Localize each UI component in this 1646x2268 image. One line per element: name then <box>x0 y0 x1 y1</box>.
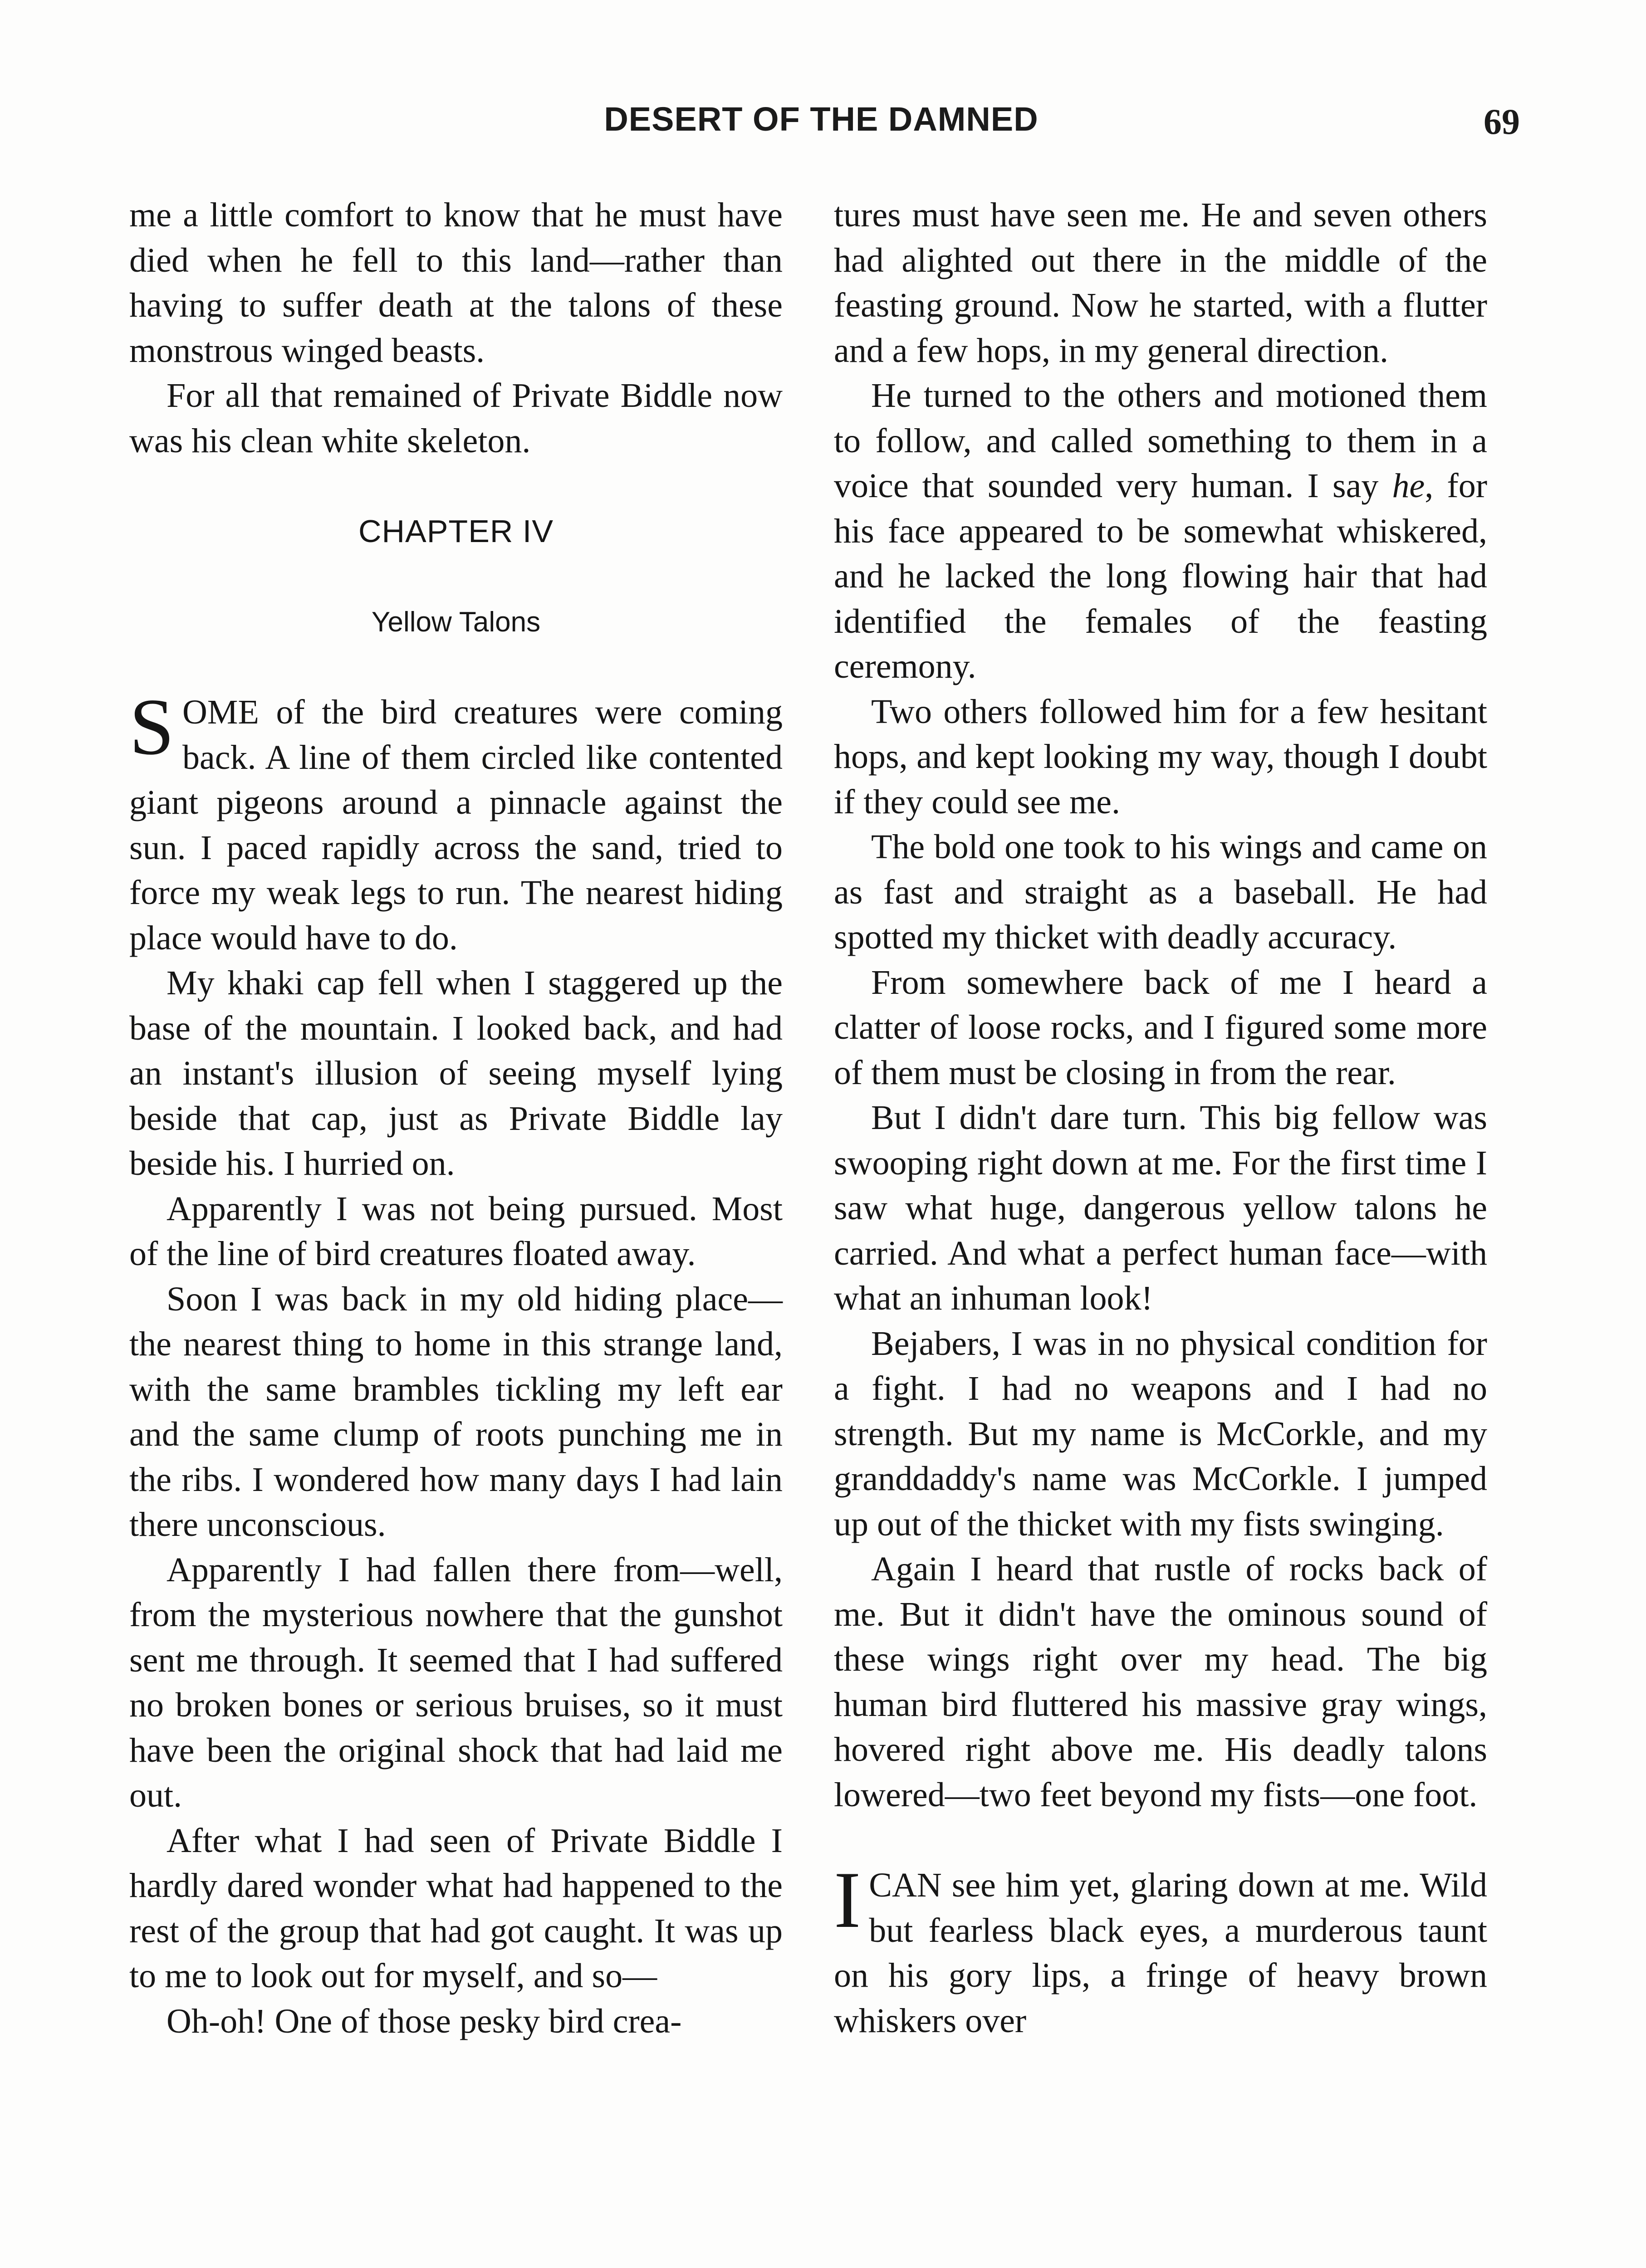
paragraph: Apparently I had fallen there from—well, from the mysterious nowhere that the gunshot sent me through. It seemed that I had suffered no broken bones or serious bruises, so it must have been the original shock that had laid me out. <box>129 1550 783 1814</box>
paragraph: From somewhere back of me I heard a clatter of loose rocks, and I figured some more of them must be closing in from the rear. <box>834 963 1487 1092</box>
left-column <box>129 193 783 2044</box>
drop-cap: I <box>834 1855 861 1945</box>
right-column <box>834 193 1487 2043</box>
paragraph: For all that remained of Private Biddle now was his clean white skeleton. <box>129 376 783 460</box>
paragraph: The bold one took to his wings and came on as fast and straight as a baseball. He had spotted my thicket with deadly accuracy. <box>834 828 1487 956</box>
emphasis: he <box>1392 467 1425 505</box>
paragraph: Two others followed him for a few hesitant hops, and kept looking my way, though I doubt if they could see me. <box>834 692 1487 821</box>
text-run: He turned to the others and motioned them to follow, and called something to them in a voice that sounded very human. I say <box>834 376 1487 505</box>
paragraph: Bejabers, I was in no physical condition for a fight. I had no weapons and I had no strength. But my name is McCorkle, and my granddaddy's name was McCorkle. I jumped up out of the thicket with my fists swinging. <box>834 1324 1487 1543</box>
running-title: DESERT OF THE DAMNED <box>604 100 1039 138</box>
paragraph: me a little comfort to know that he must have died when he fell to this land—rather than having to suffer death at the talons of these monstrous winged beasts. <box>129 196 783 370</box>
paragraph: But I didn't dare turn. This big fellow was swooping right down at me. For the first time I saw what huge, dangerous yellow talons he carried. And what a perfect human face—with what an inhuman look! <box>834 1099 1487 1317</box>
paragraph-text: OME of the bird creatures were coming back. A line of them circled like contented giant pigeons around a pinnacle against the sun. I paced rapidly across the sand, tried to force my weak legs to run. The nearest hiding place would have to do. <box>129 693 783 957</box>
drop-cap: S <box>129 682 174 772</box>
paragraph-text: CAN see him yet, glaring down at me. Wild but fearless black eyes, a murderous taunt on his gory lips, a fringe of heavy brown whiskers over <box>834 1866 1487 2040</box>
paragraph: Apparently I was not being pursued. Most of the line of bird creatures floated away. <box>129 1189 783 1273</box>
running-head <box>0 100 1646 154</box>
opening-paragraph <box>129 682 783 961</box>
paragraph: My khaki cap fell when I staggered up the base of the mountain. I looked back, and had an instant's illusion of seeing myself lying beside that cap, just as Private Biddle lay beside his. I hurried on. <box>129 964 783 1183</box>
section-opening-paragraph <box>834 1855 1487 2043</box>
paragraph: Soon I was back in my old hiding place—the nearest thing to home in this strange land, with the same brambles tickling my left ear and the same clump of roots punching me in the ribs. I wondered how many days I had lain there unconscious. <box>129 1280 783 1544</box>
paragraph: tures must have seen me. He and seven others had alighted out there in the middle of the feasting ground. Now he started, with a flutter and a few hops, in my general direction. <box>834 196 1487 370</box>
paragraph: After what I had seen of Private Biddle I hardly dared wonder what had happened to the rest of the group that had got caught. It was up to me to look out for myself, and so— <box>129 1821 783 1995</box>
text-run: , for his face appeared to be somewhat whiskered, and he lacked the long flowing hair that had identified the females of the feasting ceremony. <box>834 467 1487 685</box>
chapter-title: CHAPTER IV <box>358 513 554 549</box>
chapter-subtitle: Yellow Talons <box>371 606 541 638</box>
paragraph: Oh-oh! One of those pesky bird crea- <box>167 2002 682 2040</box>
paragraph: Again I heard that rustle of rocks back of me. But it didn't have the ominous sound of these wings right over my head. The big human bird fluttered his massive gray wings, hovered right above me. His deadly talons lowered—two feet beyond my fists—one foot. <box>834 1550 1487 1814</box>
paragraph <box>834 373 1487 689</box>
page-number: 69 <box>1484 102 1520 142</box>
